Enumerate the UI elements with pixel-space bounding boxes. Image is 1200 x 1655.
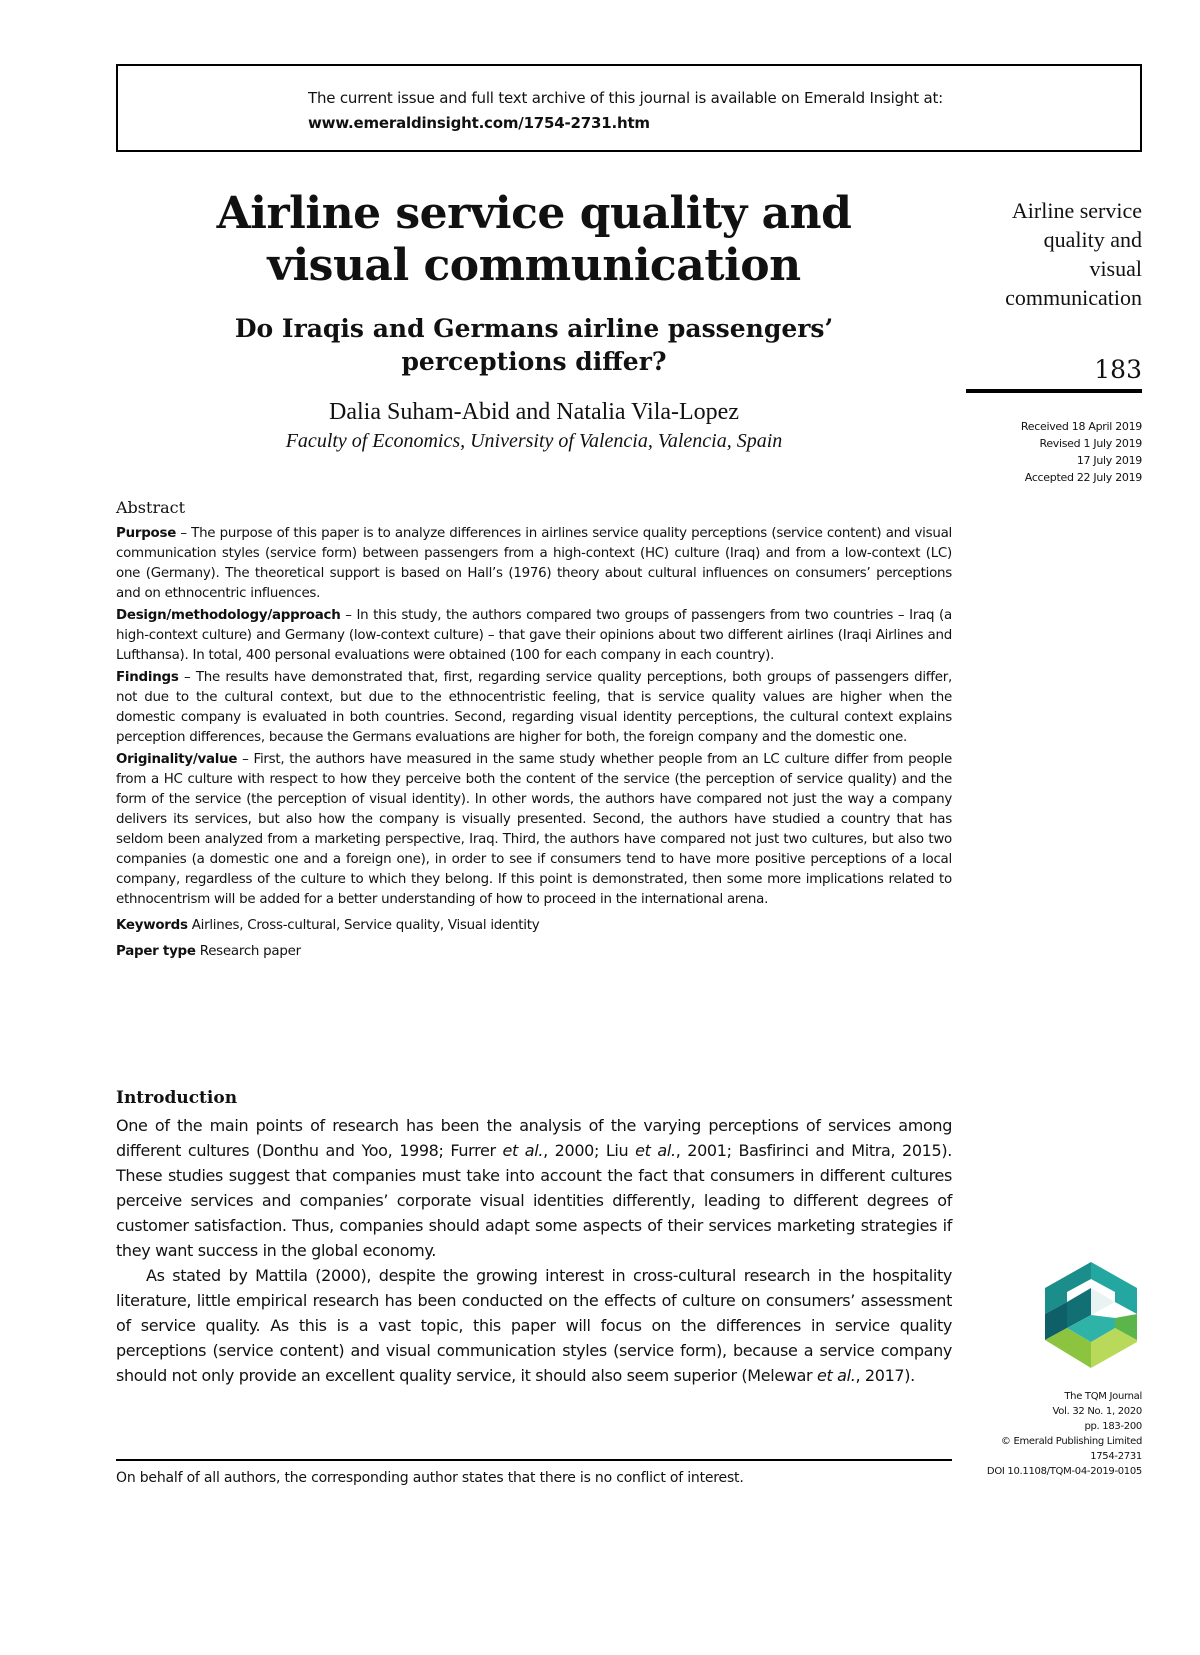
originality-label: Originality/value [116, 752, 238, 767]
introduction-section [116, 1086, 952, 1388]
archive-notice-text: The current issue and full text archive of this journal is available on Emerald Insight at: [308, 89, 944, 107]
article-subtitle [116, 312, 952, 378]
emerald-logo-icon [1045, 1262, 1137, 1368]
archive-notice [308, 86, 943, 136]
intro-paragraph-1 [116, 1113, 952, 1263]
running-title [950, 196, 1142, 312]
intro-etal: et al. [635, 1141, 676, 1160]
subtitle-line-1: Do Iraqis and Germans airline passengers’ [234, 314, 834, 343]
title-line-1: Airline service quality and [216, 188, 852, 239]
abstract-design [116, 606, 952, 666]
abstract-originality [116, 750, 952, 910]
running-title-line: quality and [1043, 227, 1142, 252]
journal-name: The TQM Journal [1064, 1391, 1142, 1402]
affiliation: Faculty of Economics, University of Valencia, Valencia, Spain [285, 430, 783, 452]
footnote-divider [116, 1459, 952, 1461]
originality-text: – First, the authors have measured in the same study whether people from an LC culture differ from people from a HC culture with respect to how they perceive both the content of the service (the perception of service quality) and the form of the service (the perception of visual identity). In other words, the authors have compared not just the way a company delivers its services, but also how the company is visually presented. Second, the authors have studied a country that has seldom been analyzed from a marketing perspective, Iraq. Third, the authors have compared not just two cultures, but also two companies (a domestic one and a foreign one), in order to see if consumers tend to have more positive perceptions of a local company, regardless of the culture to which they belong. If this point is demonstrated, then some more implications related to ethnocentrism will be added for a better understanding of how to proceed in the international arena. [116, 752, 952, 907]
findings-text: – The results have demonstrated that, first, regarding service quality perceptions, both groups of passengers differ, not due to the cultural context, but due to the ethnocentristic feeling, that is service quality values are higher when the domestic company is evaluated in both countries. Second, regarding visual identity perceptions, the cultural context explains perception differences, because the Germans evaluations are higher for both, the foreign company and the domestic one. [116, 670, 952, 745]
keywords-label: Keywords [116, 918, 188, 933]
abstract-heading: Abstract [116, 498, 186, 517]
intro-etal: et al. [502, 1141, 544, 1160]
date-revised: Revised 1 July 2019 [1039, 437, 1142, 450]
purpose-label: Purpose [116, 526, 177, 541]
running-title-line: Airline service [1011, 198, 1142, 223]
running-title-line: communication [1005, 285, 1142, 310]
paper-type-text: Research paper [195, 944, 301, 959]
journal-copyright: © Emerald Publishing Limited [1000, 1436, 1142, 1447]
journal-doi[interactable]: DOI 10.1108/TQM-04-2019-0105 [986, 1466, 1142, 1477]
date-revised-2: 17 July 2019 [1076, 454, 1142, 467]
journal-issn: 1754-2731 [1090, 1451, 1142, 1462]
purpose-text: – The purpose of this paper is to analyze differences in airlines service quality perceptions (service content) and visual communication styles (service form) between passengers from a high-context (HC) culture (Iraq) and from a low-context (LC) one (Germany). The theoretical support is based on Hall’s (1976) theory about cultural influences on consumers’ perceptions and on ethnocentric influences. [116, 526, 952, 601]
intro-text: One of the main points of research has been the analysis of the varying perceptions of services among different cultures (Donthu and Yoo, 1998; Furrer [116, 1116, 952, 1160]
abstract-paper-type [116, 942, 952, 962]
date-received: Received 18 April 2019 [1020, 420, 1142, 433]
abstract-findings [116, 668, 952, 748]
keywords-text: Airlines, Cross-cultural, Service quality, Visual identity [187, 918, 540, 933]
authors: Dalia Suham-Abid and Natalia Vila-Lopez [329, 399, 739, 425]
sidebar-divider [966, 389, 1142, 393]
submission-dates [950, 418, 1142, 486]
paper-type-label: Paper type [116, 944, 196, 959]
title-line-2: visual communication [267, 240, 801, 291]
archive-notice-box [116, 64, 1142, 152]
journal-pages: pp. 183-200 [1084, 1421, 1142, 1432]
intro-text: , 2001; Basfirinci and Mitra, 2015). These studies suggest that companies must take into account the fact that consumers in different cultures perceive services and companies’ corporate visual identities differently, leading to different degrees of customer satisfaction. Thus, companies should adapt some aspects of their services marketing strategies if they want success in the global economy. [116, 1141, 952, 1260]
intro-text: , 2000; Liu [543, 1141, 636, 1160]
abstract-section [116, 498, 952, 964]
conflict-footnote: On behalf of all authors, the corresponding author states that there is no conflict of interest. [116, 1470, 744, 1486]
journal-info [950, 1389, 1142, 1479]
intro-etal: et al. [817, 1366, 856, 1385]
subtitle-line-2: perceptions differ? [401, 347, 667, 376]
introduction-heading: Introduction [116, 1088, 238, 1108]
abstract-purpose [116, 524, 952, 604]
running-title-line: visual [1089, 256, 1142, 281]
design-label: Design/methodology/approach [116, 608, 341, 623]
intro-text: , 2017). [855, 1366, 915, 1385]
page-number: 183 [1094, 355, 1142, 384]
date-accepted: Accepted 22 July 2019 [1024, 471, 1142, 484]
intro-text: As stated by Mattila (2000), despite the growing interest in cross-cultural research in the hospitality literature, little empirical research has been conducted on the effects of culture on consumers’ assessment of service quality. As this is a vast topic, this paper will focus on the differences in service quality perceptions (service content) and visual communication styles (service form), because a service company should not only provide an excellent quality service, it should also seem superior (Melewar [116, 1266, 952, 1385]
journal-volume: Vol. 32 No. 1, 2020 [1052, 1406, 1142, 1417]
design-text: – In this study, the authors compared two groups of passengers from two countries – Iraq (a high-context culture) and Germany (low-context culture) – that gave their opinions about two different airlines (Iraqi Airlines and Lufthansa). In total, 400 personal evaluations were obtained (100 for each company in each country). [116, 608, 952, 663]
article-title [116, 188, 952, 292]
intro-paragraph-2 [116, 1263, 952, 1388]
findings-label: Findings [116, 670, 179, 685]
archive-url-link[interactable]: www.emeraldinsight.com/1754-2731.htm [308, 114, 650, 132]
abstract-keywords [116, 916, 952, 936]
